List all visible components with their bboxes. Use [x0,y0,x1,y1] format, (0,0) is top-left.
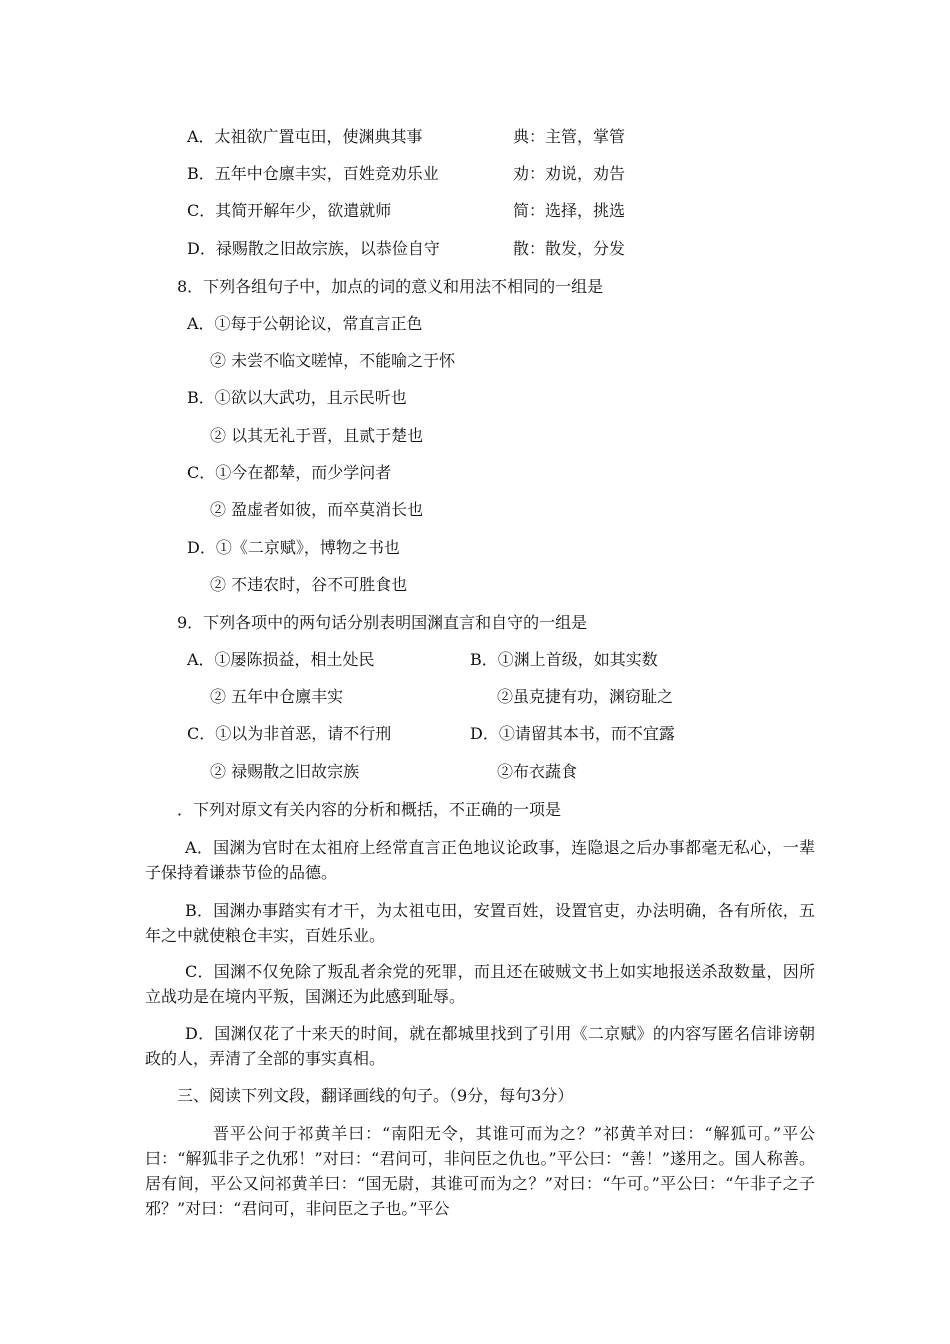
q8-stem: 8．下列各组句子中，加点的词的意义和用法不相同的一组是 [177,277,604,296]
q7-option-b: B．五年中仓廪丰实，百姓竞劝乐业 [187,164,439,183]
q7-option-a: A．太祖欲广置屯田，使渊典其事 [187,127,423,146]
q8-option-b-line1: B．①欲以大武功，且示民听也 [187,388,407,407]
q9-stem: 9．下列各项中的两句话分别表明国渊直言和自守的一组是 [177,613,588,632]
q9-option-c-line1: C．①以为非首恶，请不行刑 [187,724,392,743]
q9-option-d-line1: D．①请留其本书，而不宜露 [470,724,675,743]
q9-option-d-line2: ②布衣蔬食 [497,762,578,781]
q9-option-b-line1: B．①渊上首级，如其实数 [470,650,658,669]
section3-heading: 三、阅读下列文段，翻译画线的句子。（9分，每句3分） [177,1086,574,1105]
q9-option-b-line2: ②虽克捷有功，渊窃耻之 [497,687,674,706]
q10-option-c: C．国渊不仅免除了叛乱者余党的死罪，而且还在破贼文书上如实地报送杀敌数量，因所立战功是在境内平叛，国渊还为此感到耻辱。 [145,962,815,1006]
q10-option-a: A．国渊为官时在太祖府上经常直言正色地议论政事，连隐退之后办事都毫无私心，一辈子保持着谦恭节俭的品德。 [145,838,815,882]
q8-option-d-line1: D．①《二京赋》，博物之书也 [187,538,400,557]
q10-option-d: D．国渊仅花了十来天的时间，就在都城里找到了引用《二京赋》的内容写匿名信诽谤朝政的人，弄清了全部的事实真相。 [145,1024,815,1068]
q9-option-c-line2: ② 禄赐散之旧故宗族 [210,762,360,781]
q7-option-c: C．其简开解年少，欲遣就师 [187,201,392,220]
q7-option-b-meaning: 劝：劝说，劝告 [513,164,626,183]
q7-option-c-meaning: 简：选择，挑选 [513,201,626,220]
q8-option-c-line2: ② 盈虚者如彼，而卒莫消长也 [210,500,424,519]
q7-option-a-meaning: 典：主管，掌管 [513,127,626,146]
q8-option-a-line1: A．①每于公朝论议，常直言正色 [187,314,423,333]
section3-passage: 晋平公问于祁黄羊曰：“南阳无令，其谁可而为之？”祁黄羊对曰：“解狐可。”平公曰：“解狐非子之仇邪！”对曰：“君问可，非问臣之仇也。”平公曰：“善！”遂用之。国人称善。居有间，平公又问祁黄羊曰：“国无尉，其谁可而为之？”对曰：“午可。”平公曰：“午非子之子邪？”对曰：“君问可，非问臣之子也。”平公 [145,1124,815,1218]
q8-option-d-line2: ② 不违农时，谷不可胜食也 [210,575,408,594]
q8-option-c-line1: C．①今在都辇，而少学问者 [187,463,392,482]
q7-option-d: D．禄赐散之旧故宗族，以恭俭自守 [187,239,440,258]
q8-option-a-line2: ② 未尝不临文嗟悼，不能喻之于怀 [210,351,456,370]
q9-option-a-line1: A．①屡陈损益，相土处民 [187,650,375,669]
q10-option-b: B．国渊办事踏实有才干，为太祖屯田，安置百姓，设置官吏，办法明确，各有所依，五年之中就使粮仓丰实，百姓乐业。 [145,901,815,945]
q9-option-a-line2: ② 五年中仓廪丰实 [210,687,344,706]
q8-option-b-line2: ② 以其无礼于晋，且贰于楚也 [210,426,424,445]
q10-stem: ．下列对原文有关内容的分析和概括，不正确的一项是 [177,800,562,819]
q7-option-d-meaning: 散：散发，分发 [513,239,626,258]
